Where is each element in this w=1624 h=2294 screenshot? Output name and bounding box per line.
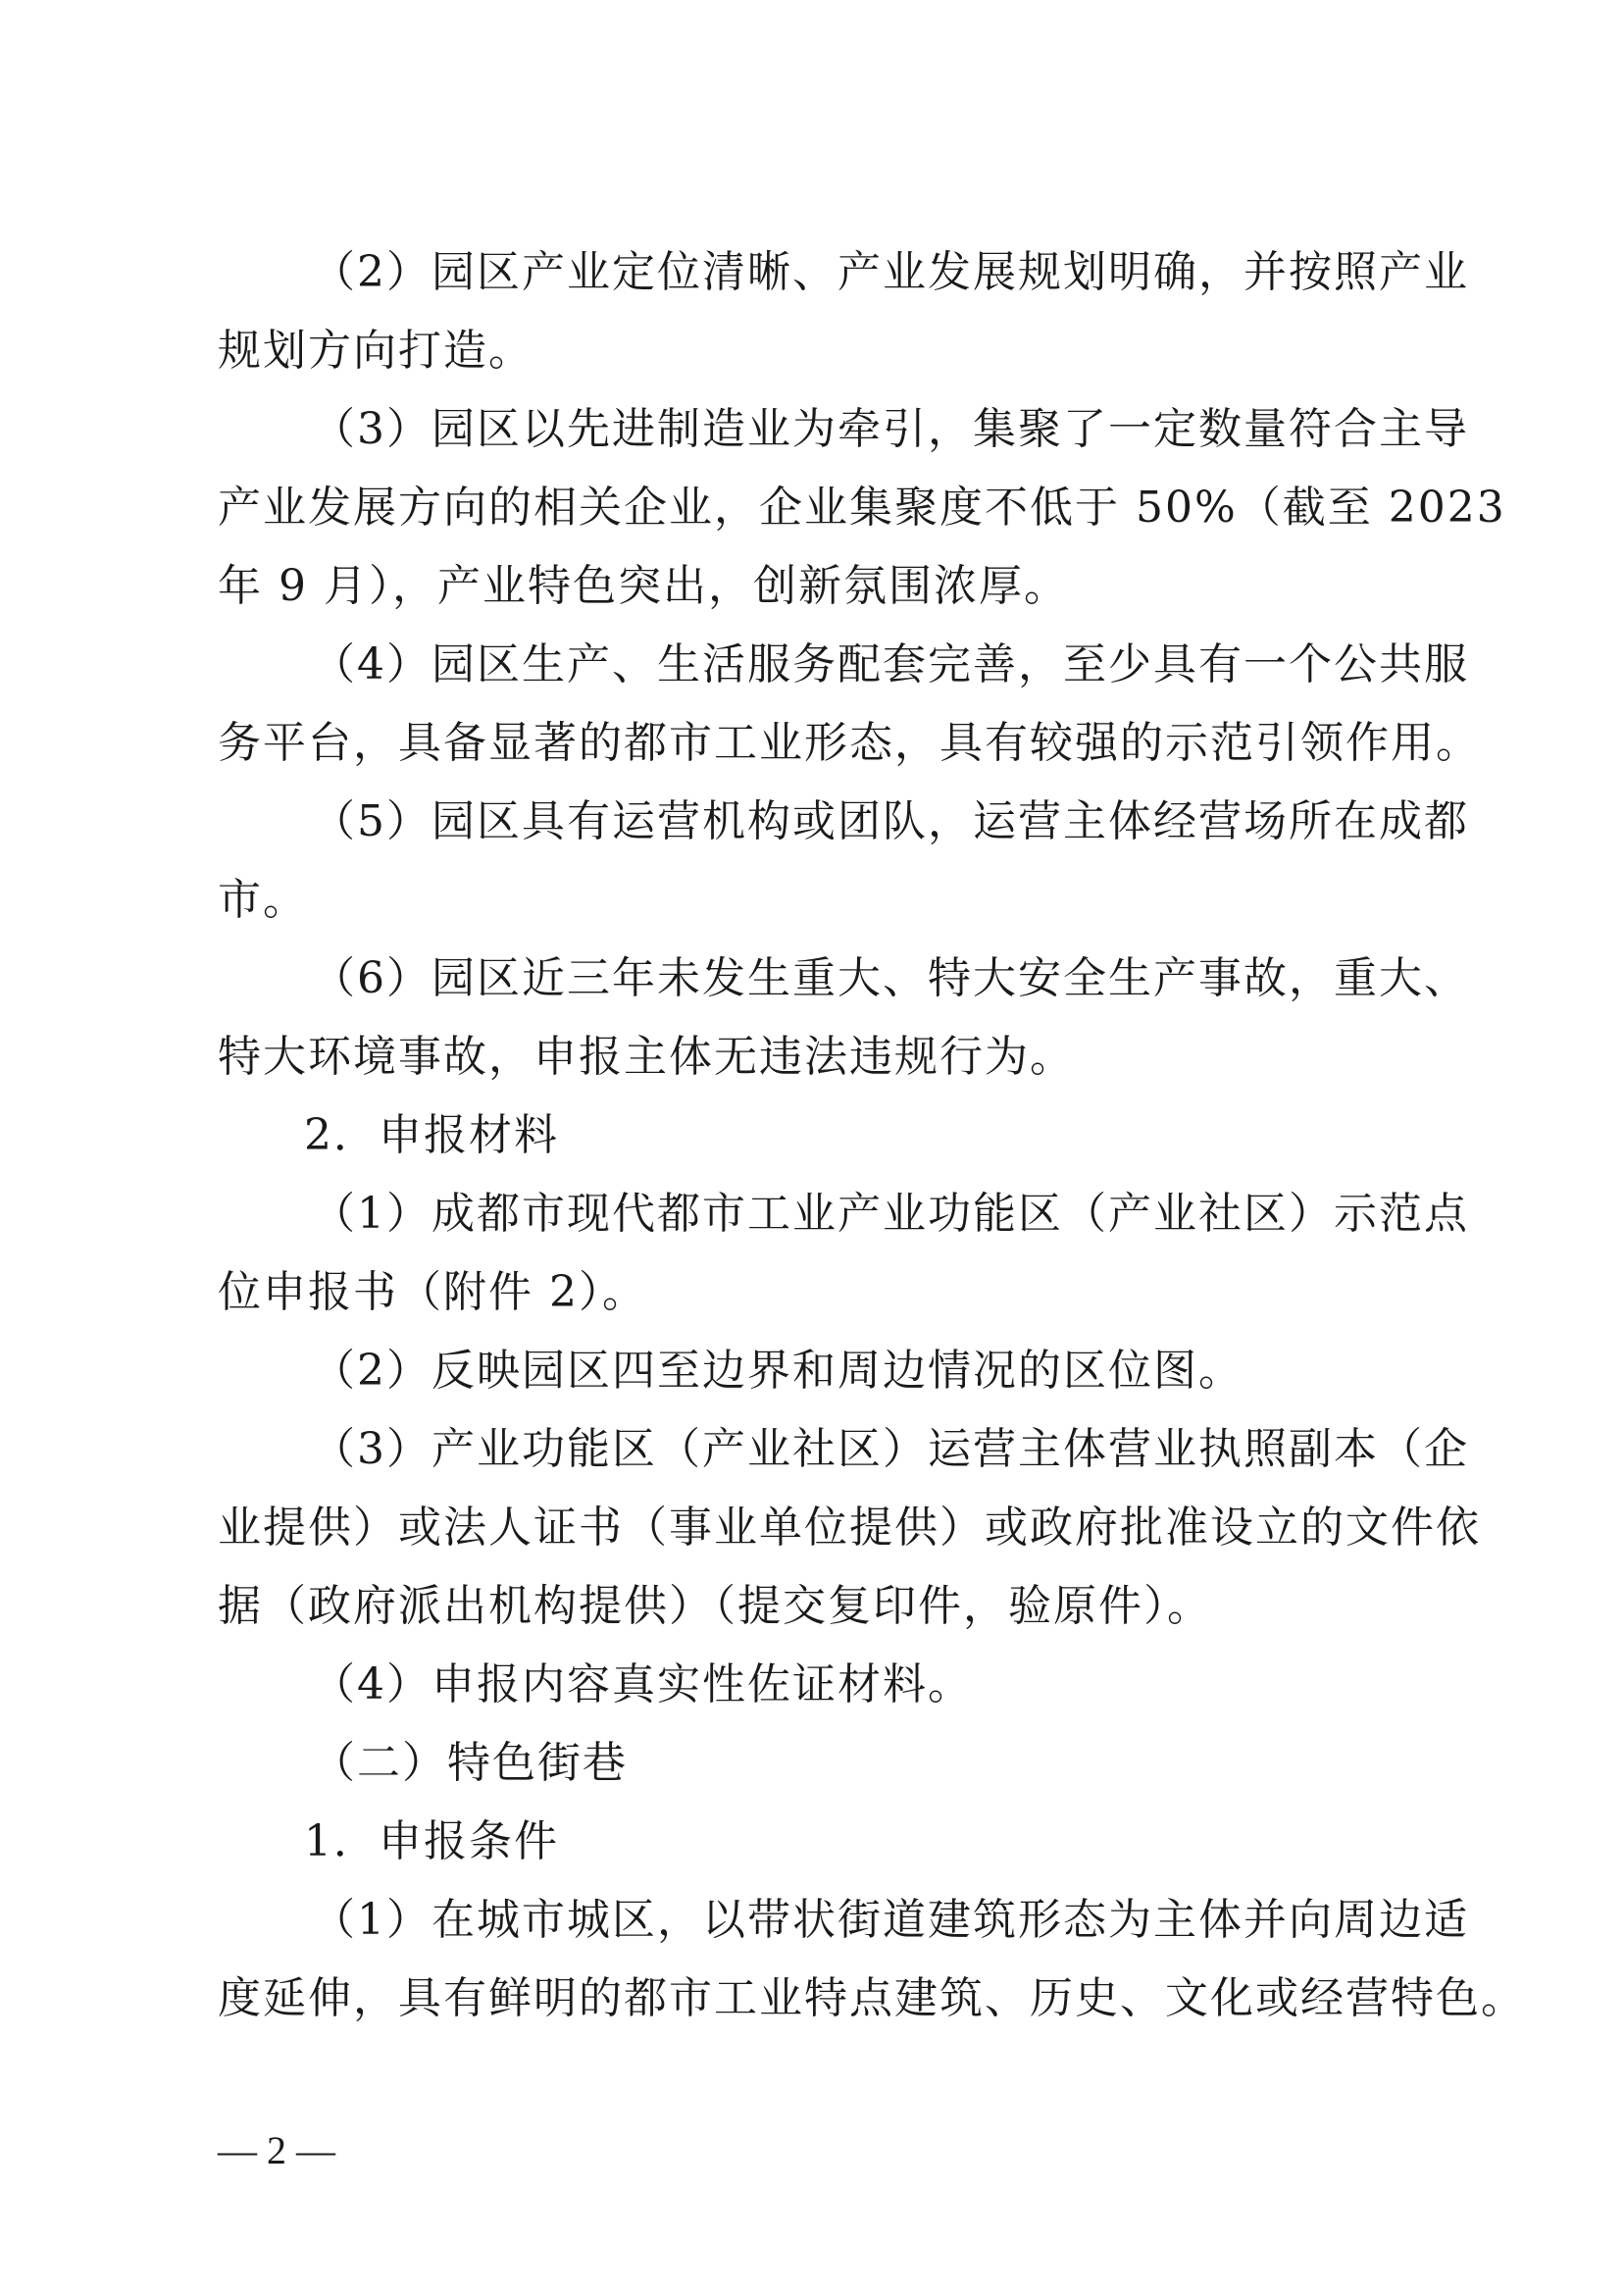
paragraph-line: （3）产业功能区（产业社区）运营主体营业执照副本（企 (312, 1424, 1469, 1474)
paragraph-line: （5）园区具有运营机构或团队，运营主体经营场所在成都 (312, 796, 1469, 846)
paragraph-line: 特大环境事故，申报主体无违法违规行为。 (218, 1032, 1075, 1082)
paragraph-line: （2）反映园区四至边界和周边情况的区位图。 (312, 1346, 1243, 1396)
paragraph-line: （4）园区生产、生活服务配套完善，至少具有一个公共服 (312, 639, 1469, 689)
paragraph-line: 业提供）或法人证书（事业单位提供）或政府批准设立的文件依 (218, 1503, 1481, 1553)
paragraph-line: （3）园区以先进制造业为牵引，集聚了一定数量符合主导 (312, 404, 1469, 454)
paragraph-line: 位申报书（附件 2）。 (218, 1267, 647, 1317)
paragraph-line: 务平台，具备显著的都市工业形态，具有较强的示范引领作用。 (218, 718, 1481, 768)
paragraph-line: （2）园区产业定位清晰、产业发展规划明确，并按照产业 (312, 247, 1469, 297)
paragraph-line: （1）成都市现代都市工业产业功能区（产业社区）示范点 (312, 1189, 1469, 1239)
paragraph-line: 规划方向打造。 (218, 326, 533, 376)
paragraph-line: 度延伸，具有鲜明的都市工业特点建筑、历史、文化或经营特色。 (218, 1973, 1526, 2023)
page-number: — 2 — (218, 2128, 335, 2172)
paragraph-line: 市。 (218, 875, 308, 925)
subsection-heading: （二）特色街巷 (312, 1738, 628, 1788)
paragraph-line: 据（政府派出机构提供）（提交复印件，验原件）。 (218, 1581, 1212, 1631)
paragraph-line: 年 9 月），产业特色突出，创新氛围浓厚。 (218, 561, 1069, 611)
paragraph-line: （1）在城市城区，以带状街道建筑形态为主体并向周边适 (312, 1895, 1469, 1945)
section-heading: 1．申报条件 (304, 1816, 559, 1866)
paragraph-line: （4）申报内容真实性佐证材料。 (312, 1659, 973, 1709)
paragraph-line: 产业发展方向的相关企业，企业集聚度不低于 50%（截至 2023 (218, 483, 1506, 533)
section-heading: 2．申报材料 (304, 1110, 559, 1160)
paragraph-line: （6）园区近三年未发生重大、特大安全生产事故，重大、 (312, 953, 1469, 1003)
